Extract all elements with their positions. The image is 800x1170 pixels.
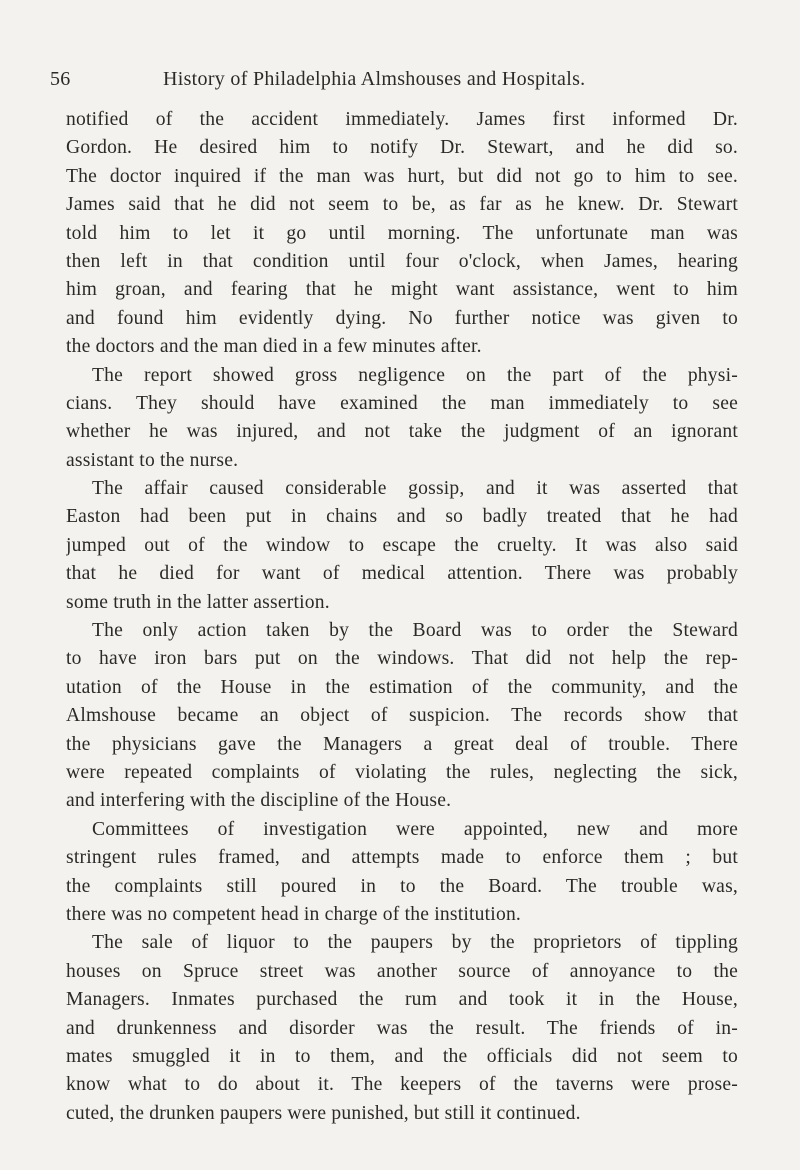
text-line: to have iron bars put on the windows. That did not help the rep- (66, 648, 738, 670)
text-line: that he died for want of medical attention. There was probably (66, 563, 738, 585)
text-line: The affair caused considerable gossip, and it was asserted that (92, 478, 738, 500)
running-head (50, 68, 770, 98)
text-line: the doctors and the man died in a few minutes after. (66, 336, 482, 358)
text-line: houses on Spruce street was another source of annoyance to the (66, 960, 738, 982)
text-line: notified of the accident immediately. James first informed Dr. (66, 109, 738, 130)
text-line: assistant to the nurse. (66, 449, 239, 471)
text-line: The report showed gross negligence on the part of the physi- (92, 364, 738, 386)
text-line: whether he was injured, and not take the judgment of an ignorant (66, 421, 738, 443)
text-line: Almshouse became an object of suspicion. The records show that (66, 705, 738, 727)
text-line: Managers. Inmates purchased the rum and took it in the House, (66, 989, 738, 1011)
text-line: and interfering with the discipline of the House. (66, 790, 452, 812)
text-line: and drunkenness and disorder was the result. The friends of in- (66, 1017, 738, 1039)
text-line: Gordon. He desired him to notify Dr. Stewart, and he did so. (66, 137, 738, 159)
text-line: know what to do about it. The keepers of the taverns were prose- (66, 1074, 738, 1096)
text-line: and found him evidently dying. No further notice was given to (66, 307, 738, 329)
text-line: Easton had been put in chains and so badly treated that he had (66, 506, 738, 528)
text-line: told him to let it go until morning. The unfortunate man was (66, 222, 738, 244)
text-line: him groan, and fearing that he might want assistance, went to him (66, 279, 738, 301)
running-head-title: History of Philadelphia Almshouses and Hospitals. (163, 68, 586, 90)
text-line: The sale of liquor to the paupers by the proprietors of tippling (92, 932, 738, 954)
text-line: Committees of investigation were appointed, new and more (92, 818, 738, 840)
text-line: jumped out of the window to escape the cruelty. It was also said (66, 534, 738, 556)
page-number: 56 (50, 68, 71, 90)
text-line: cuted, the drunken paupers were punished, but still it continued. (66, 1102, 581, 1124)
text-line: The only action taken by the Board was to order the Steward (92, 620, 738, 642)
text-line: stringent rules framed, and attempts made to enforce them ; but (66, 847, 738, 869)
text-line: the physicians gave the Managers a great deal of trouble. There (66, 733, 738, 755)
text-line: mates smuggled it in to them, and the officials did not seem to (66, 1045, 738, 1067)
text-line: there was no competent head in charge of the institution. (66, 903, 522, 925)
text-line: were repeated complaints of violating the rules, neglecting the sick, (66, 761, 738, 783)
body-text (66, 106, 738, 1128)
text-line: the complaints still poured in to the Board. The trouble was, (66, 875, 738, 897)
text-line: James said that he did not seem to be, as far as he knew. Dr. Stewart (66, 194, 738, 216)
text-line: some truth in the latter assertion. (66, 591, 330, 613)
text-line: cians. They should have examined the man immediately to see (66, 392, 738, 414)
text-line: utation of the House in the estimation of the community, and the (66, 676, 738, 698)
text-line: The doctor inquired if the man was hurt, but did not go to him to see. (66, 165, 738, 187)
text-line: then left in that condition until four o'clock, when James, hearing (66, 250, 738, 272)
